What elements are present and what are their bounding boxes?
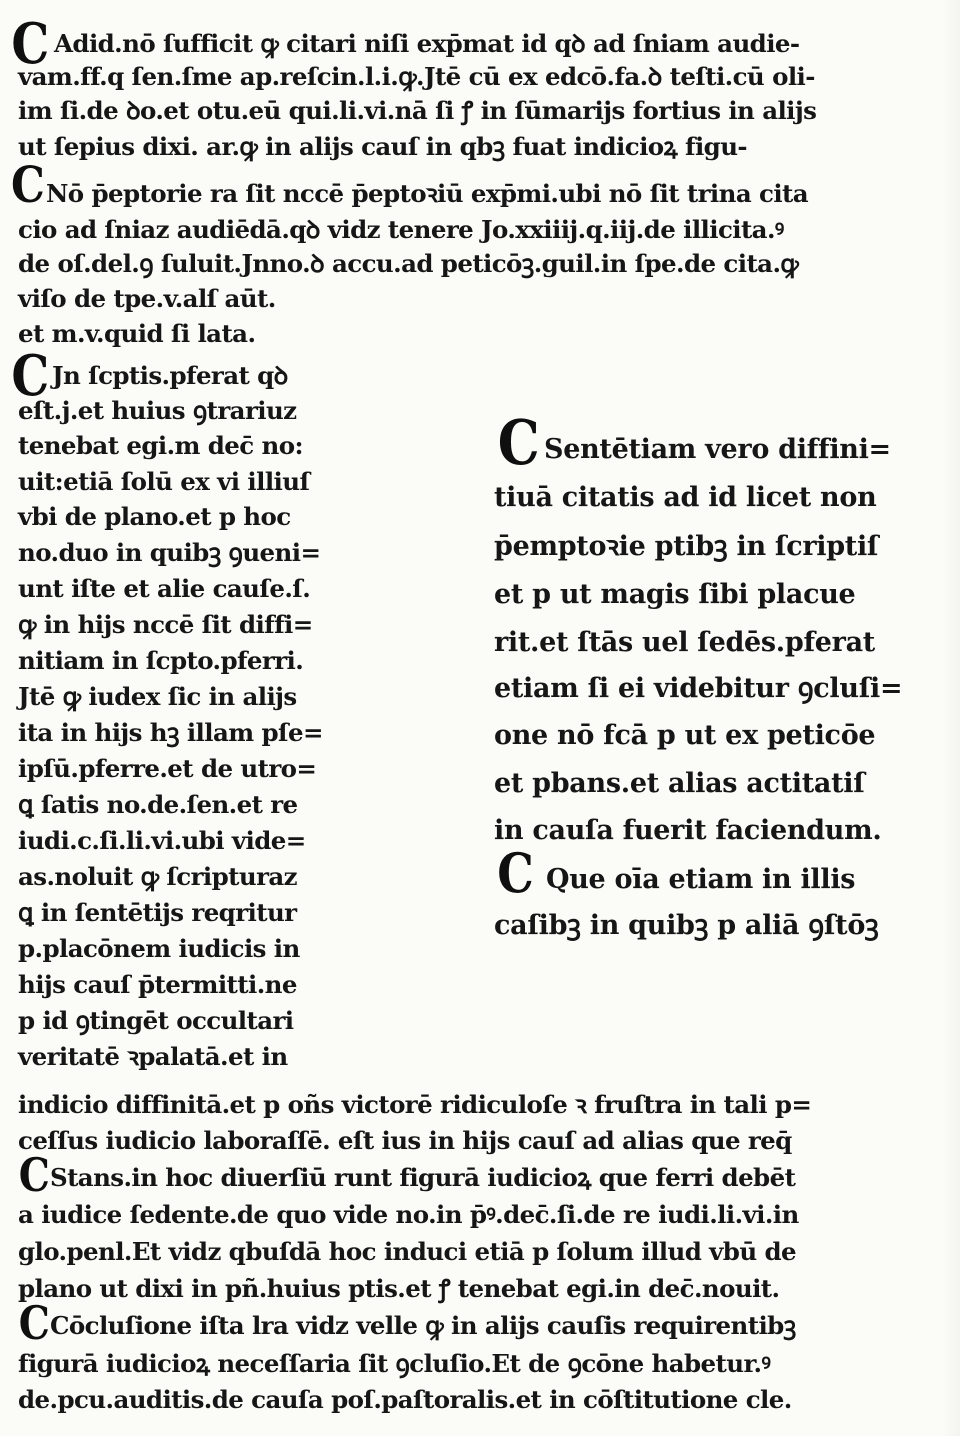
text-line: a iudice ſedente.de quo vide no.in p̄ꝰ.dec̄.ſi.de re iudi.li.vi.in [18,1200,799,1229]
text-line: ipſū.pferre.et de utro= [18,754,317,783]
text-line: as.noluit ꝙ ſcripturaz [18,862,297,891]
text-line: ꝙ in hijs nccē ſit diffi= [18,610,313,639]
text-line: ceſſus iudicio laboraſſē. eſt ius in hijs cauſ ad alias que req̄ [18,1126,792,1155]
text-line: glo.penl.Et vidz qbuſdā hoc induci etiā p ſolum illud vbū de [18,1237,797,1266]
initial-capital-top: C [11,11,50,77]
initial-capital-sententiam: C [497,406,540,479]
text-line: et pbans.et alias actitatiſ [494,768,865,799]
text-line: Jtē ꝙ iudex ſic in alijs [18,682,297,711]
text-line: no.duo in quibꝫ ꝯueni= [18,538,321,567]
text-line: unt iſte et alie cauſe.ſ. [18,574,311,603]
text-line: in cauſa fuerit faciendum. [494,815,882,846]
text-line: Jn ſcptis.pferat qꝺ [52,361,288,390]
initial-capital-nono: C [10,155,45,214]
text-line: Stans.in hoc diuerſiū runt figurā iudicioꝝ que ferri debēt [50,1163,796,1192]
initial-capital-que: C [497,841,534,905]
text-line: eſt.j.et huius ꝯtrariuz [18,396,297,425]
text-line: Nō p̄eptorie ra ſit nccē p̄eptoꝛiū exp̄mi.ubi nō ſit trina cita [46,179,809,208]
text-line: de oſ.del.ꝯ ſuluit.Jnno.ꝺ accu.ad peticōꝫ.guil.in ſpe.de cita.ꝙ [18,249,799,278]
text-line: caſibꝫ in quibꝫ p aliā ꝯſtōꝫ [494,910,879,941]
text-line: de.pcu.auditis.de cauſa poſ.paſtoralis.et in cōſtitutione cle. [18,1385,792,1414]
text-line: p̄emptoꝛie ptibꝫ in ſcriptiſ [494,531,879,562]
text-line: indicio diffinitā.et p oñs victorē ridiculoſe ꝛ fruſtra in tali p= [18,1090,812,1119]
text-line: tenebat egi.m dec̄ no: [18,431,303,460]
text-line: p id ꝯtingēt occultari [18,1006,294,1035]
initial-capital-left: C [11,343,50,409]
text-line: ita in hijs hꝫ illam pſe= [18,718,323,747]
text-line: ꝗ in ſentētijs reqritur [18,898,297,927]
text-line: vbi de plano.et p hoc [18,502,291,531]
text-line: Sentētiam vero diffini= [544,434,891,465]
text-line: iudi.c.ſi.li.vi.ubi vide= [18,826,306,855]
paper-edge-shading [942,0,960,1436]
text-line: vam.ff.q ſen.ſme ap.reſcin.l.i.ꝙ.Jtē cū ex edcō.fa.ꝺ teſti.cū oli- [18,62,815,91]
text-line: etiam ſi ei videbitur ꝯcluſi= [494,673,903,704]
initial-capital-conclusione: C [18,1296,50,1350]
text-line: im ſi.de ꝺo.et otu.eū qui.li.vi.nā ſi ꝭ in ſūmarijs fortius in alijs [18,96,817,125]
text-line: Que oīa etiam in illis [546,864,856,895]
text-line: et p ut magis ſibi placue [494,579,856,610]
text-line: nitiam in ſcpto.pferri. [18,646,304,675]
text-line: ut ſepius dixi. ar.ꝙ in alijs cauſ in qbꝫ fuat indicioꝝ figu- [18,132,747,161]
text-line: cio ad ſniaz audiēdā.qꝺ vidz tenere Jo.xxiiij.q.iij.de illicita.ꝰ [18,215,784,244]
text-line: one nō fcā p ut ex peticōe [494,720,876,751]
text-line: rit.et ſtās uel ſedēs.pferat [494,627,875,658]
text-line: et m.v.quid ſi lata. [18,319,256,348]
text-line: hijs cauſ p̄termitti.ne [18,970,297,999]
text-line: uit:etiā ſolū ex vi illiuſ [18,467,310,496]
text-line: Adid.nō ſufficit ꝙ citari niſi exp̄mat id qꝺ ad ſniam audie- [54,29,800,58]
text-line: veritatē ꝛpalatā.et in [18,1042,288,1071]
text-line: figurā iudicioꝝ neceſſaria ſit ꝯcluſio.Et de ꝯcōne habetur.ꝰ [18,1349,771,1378]
text-line: ꝗ ſatis no.de.ſen.et re [18,790,298,819]
text-line: plano ut dixi in pñ.huius ptis.et ꝭ tenebat egi.in dec̄.nouit. [18,1274,780,1303]
initial-capital-stans: C [18,1148,50,1202]
text-line: Cōcluſione iſta lra vidz velle ꝙ in alijs cauſis requirentibꝫ [50,1311,796,1340]
text-line: viſo de tpe.v.alſ aūt. [18,284,276,313]
text-line: p.placōnem iudicis in [18,934,300,963]
text-line: tiuā citatis ad id licet non [494,482,877,513]
